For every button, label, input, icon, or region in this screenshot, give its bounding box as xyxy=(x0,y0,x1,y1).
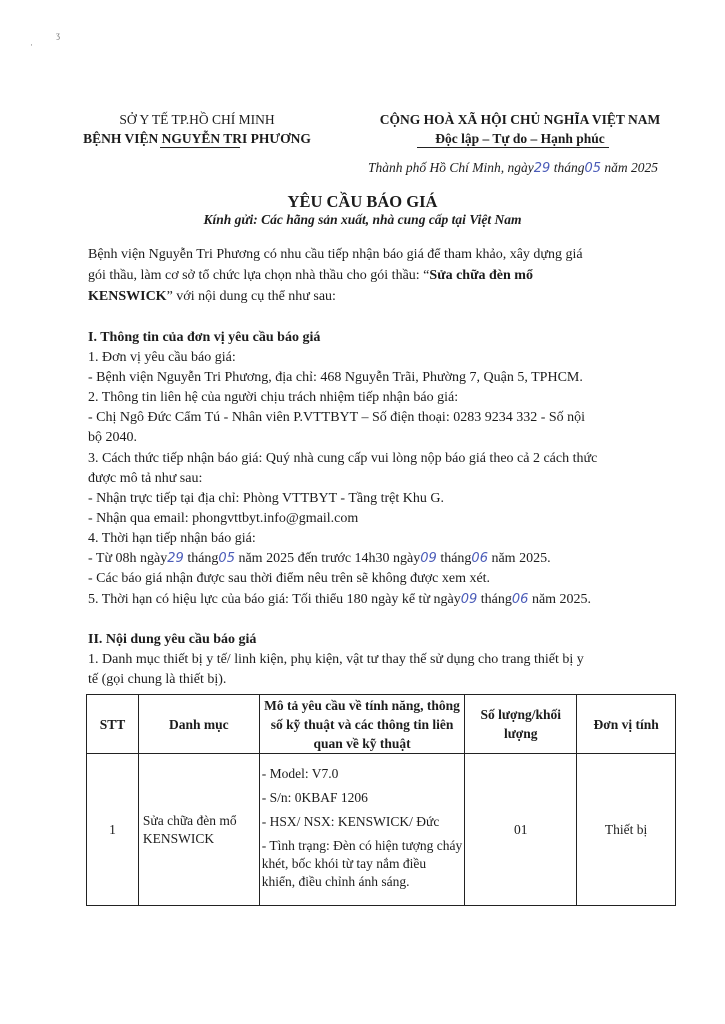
deadline-text: tháng xyxy=(187,551,219,566)
intro-text: ” với nội dung cụ thể như sau: xyxy=(166,289,336,304)
motto: Độc lập – Tự do – Hạnh phúc xyxy=(435,131,605,146)
issuer-underline xyxy=(160,147,240,148)
document-title: YÊU CẦU BÁO GIÁ xyxy=(287,192,438,211)
header-quantity: Số lượng/khối lượng xyxy=(465,695,577,754)
validity-text: 5. Thời hạn có hiệu lực của báo giá: Tối thiểu 180 ngày kể từ ngày xyxy=(88,592,461,607)
section-1-line: bộ 2040. xyxy=(88,430,137,445)
date-month-word: tháng xyxy=(553,160,585,175)
date-prefix: Thành phố Hồ Chí Minh, ngày xyxy=(368,160,534,175)
package-name-part2: KENSWICK xyxy=(88,289,167,304)
table-header-row xyxy=(87,695,676,754)
section-1-line: 3. Cách thức tiếp nhận báo giá: Quý nhà cung cấp vui lòng nộp báo giá theo cả 2 cách thức xyxy=(88,451,598,466)
motto-underline xyxy=(417,147,609,148)
handwritten-month: 06 xyxy=(471,551,488,566)
handwritten-month: 05 xyxy=(218,551,235,566)
intro-line-3 xyxy=(88,289,336,305)
validity-text: năm 2025. xyxy=(531,592,592,607)
section-2-line: tế (gọi chung là thiết bị). xyxy=(88,672,227,687)
country-name: CỘNG HOÀ XÃ HỘI CHỦ NGHĨA VIỆT NAM xyxy=(379,112,661,127)
validity-line xyxy=(88,592,591,608)
deadline-text: năm 2025 đến trước 14h30 ngày xyxy=(238,551,421,566)
deadline-line xyxy=(88,551,551,567)
section-1-line: được mô tả như sau: xyxy=(88,471,203,486)
handwritten-day: 09 xyxy=(420,551,437,566)
package-name-part1: Sửa chữa đèn mổ xyxy=(429,268,533,283)
date-day-handwritten: 29 xyxy=(533,161,551,176)
header-description: Mô tả yêu cầu về tính năng, thông số kỹ thuật và các thông tin liên quan về kỹ thuật xyxy=(259,695,465,754)
section-1-line: - Chị Ngô Đức Cẩm Tú - Nhân viên P.VTTBYT – Số điện thoại: 0283 9234 332 - Số nội xyxy=(88,410,586,425)
handwritten-month: 06 xyxy=(511,592,529,607)
intro-line-2 xyxy=(88,268,533,284)
section-1-line: 2. Thông tin liên hệ của người chịu trách nhiệm tiếp nhận báo giá: xyxy=(88,390,459,405)
section-1-line: 1. Đơn vị yêu cầu báo giá: xyxy=(88,350,236,365)
section-1-line: 4. Thời hạn tiếp nhận báo giá: xyxy=(88,531,256,546)
header-item: Danh mục xyxy=(138,695,259,754)
cell-item: Sửa chữa đèn mổ KENSWICK xyxy=(138,754,259,906)
scan-speck: ʒ xyxy=(56,30,60,40)
contact-email-line: - Nhận qua email: phongvttbyt.info@gmail.com xyxy=(88,511,359,526)
desc-condition: - Tình trạng: Đèn có hiện tượng cháy khét, bốc khói từ tay nắm điều khiển, điều chỉnh ánh sáng. xyxy=(261,838,463,889)
cell-quantity: 01 xyxy=(465,754,577,906)
header-unit: Đơn vị tính xyxy=(577,695,676,754)
recipient-line: Kính gửi: Các hãng sản xuất, nhà cung cấp tại Việt Nam xyxy=(203,212,522,227)
section-1-line: - Bệnh viện Nguyễn Tri Phương, địa chỉ: 468 Nguyễn Trãi, Phường 7, Quận 5, TPHCM. xyxy=(88,370,583,385)
desc-serial: - S/n: 0KBAF 1206 xyxy=(261,790,368,805)
cell-description xyxy=(259,754,465,906)
section-2-heading: II. Nội dung yêu cầu báo giá xyxy=(88,632,257,647)
document-date xyxy=(368,160,658,176)
desc-manufacturer: - HSX/ NSX: KENSWICK/ Đức xyxy=(261,814,440,829)
request-table xyxy=(86,694,676,906)
deadline-text: năm 2025. xyxy=(491,551,551,566)
date-year: năm 2025 xyxy=(604,160,658,175)
handwritten-day: 09 xyxy=(460,592,478,607)
cell-stt: 1 xyxy=(87,754,139,906)
section-1-line: - Các báo giá nhận được sau thời điểm nêu trên sẽ không được xem xét. xyxy=(88,571,491,586)
section-2-line: 1. Danh mục thiết bị y tế/ linh kiện, phụ kiện, vật tư thay thế sử dụng cho trang thiết bị y xyxy=(88,652,584,667)
deadline-text: - Từ 08h ngày xyxy=(88,551,168,566)
desc-model: - Model: V7.0 xyxy=(261,766,339,781)
deadline-text: tháng xyxy=(440,551,472,566)
validity-text: tháng xyxy=(480,592,512,607)
date-month-handwritten: 05 xyxy=(584,161,601,176)
header-stt: STT xyxy=(87,695,139,754)
issuer-hospital: BỆNH VIỆN NGUYỄN TRI PHƯƠNG xyxy=(83,131,311,146)
intro-text: gói thầu, làm cơ sở tổ chức lựa chọn nhà thầu cho gói thầu: “ xyxy=(88,268,430,283)
handwritten-day: 29 xyxy=(167,551,184,566)
table-row xyxy=(87,754,676,906)
intro-line-1: Bệnh viện Nguyễn Tri Phương có nhu cầu tiếp nhận báo giá để tham khảo, xây dựng giá xyxy=(88,247,583,262)
issuer-department: SỞ Y TẾ TP.HỒ CHÍ MINH xyxy=(119,112,275,127)
cell-unit: Thiết bị xyxy=(577,754,676,906)
section-1-heading: I. Thông tin của đơn vị yêu cầu báo giá xyxy=(88,330,321,345)
scan-speck: · xyxy=(30,40,33,50)
issuer-block xyxy=(62,110,332,148)
section-1-line: - Nhận trực tiếp tại địa chỉ: Phòng VTTBYT - Tầng trệt Khu G. xyxy=(88,491,444,506)
national-motto-block xyxy=(360,110,680,148)
